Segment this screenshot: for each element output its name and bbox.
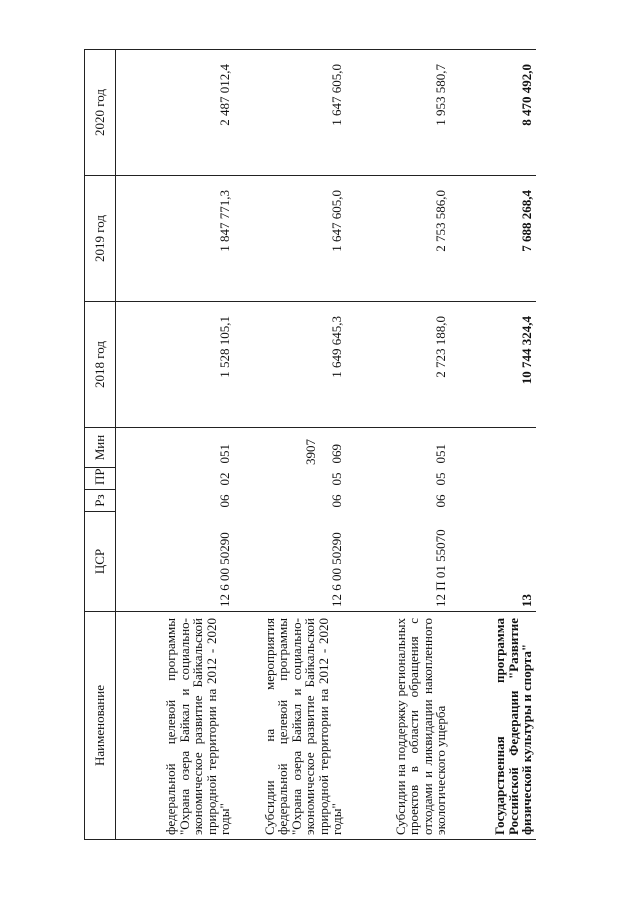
row-2019: 2 753 586,0 [346,176,450,302]
row-name: Субсидии на поддержку региональных проектов в области обращения с отходами и ликвидации накопленного экологического ущерба [346,612,450,840]
row-pr [450,468,536,490]
header-csr: ЦСР [85,512,116,612]
table-row-program-total [450,50,536,840]
header-min: Мин [85,428,116,468]
row-min: 051 [116,428,234,468]
row-min [450,428,536,468]
header-name: Наименование [85,612,116,840]
row-min: 069 [234,428,346,468]
row-2020: 2 487 012,4 [116,50,234,176]
row-rz [450,490,536,512]
header-pr: ПР [85,468,116,490]
row-2019: 7 688 268,4 [450,176,536,302]
row-csr: 12 6 00 50290 [116,512,234,612]
row-2018: 2 723 188,0 [346,302,450,428]
row-min: 051 [346,428,450,468]
header-rz: Рз [85,490,116,512]
row-rz: 06 [329,494,344,508]
table-header-row [85,50,116,840]
row-pr: 05 [329,472,344,486]
row-csr: 13 [450,512,536,612]
budget-table [84,49,536,840]
row-csr: 12 П 01 55070 [346,512,450,612]
table-row [234,50,346,840]
row-2020: 1 953 580,7 [346,50,450,176]
row-pr: 02 [217,472,232,486]
row-2019: 1 647 605,0 [234,176,346,302]
row-2020: 8 470 492,0 [450,50,536,176]
row-2018: 1 649 645,3 [234,302,346,428]
row-name: Субсидии на мероприятия федеральной целевой программы "Охрана озера Байкал и социально-экономическое развитие Байкальской природной территории на 2012 - 2020 годы" [234,612,346,840]
row-2018: 1 528 105,1 [116,302,234,428]
row-csr: 12 6 00 50290 [234,512,346,612]
row-pr: 05 [433,472,448,486]
page-number: 3907 [303,439,318,465]
row-2020: 1 647 605,0 [234,50,346,176]
row-name: федеральной целевой программы "Охрана озера Байкал и социально-экономическое развитие Байкальской природной территории на 2012 - 2020 годы" [116,612,234,840]
row-rz: 06 [217,494,232,508]
budget-table-rotated [84,50,616,840]
header-2018: 2018 год [85,302,116,428]
row-2019: 1 847 771,3 [116,176,234,302]
row-name: Государственная программа Российской Федерации "Развитие физической культуры и спорта" [450,612,536,840]
row-2018: 10 744 324,4 [450,302,536,428]
row-rz: 06 [433,494,448,508]
header-2019: 2019 год [85,176,116,302]
table-row [116,50,234,840]
table-row [346,50,450,840]
header-2020: 2020 год [85,50,116,176]
